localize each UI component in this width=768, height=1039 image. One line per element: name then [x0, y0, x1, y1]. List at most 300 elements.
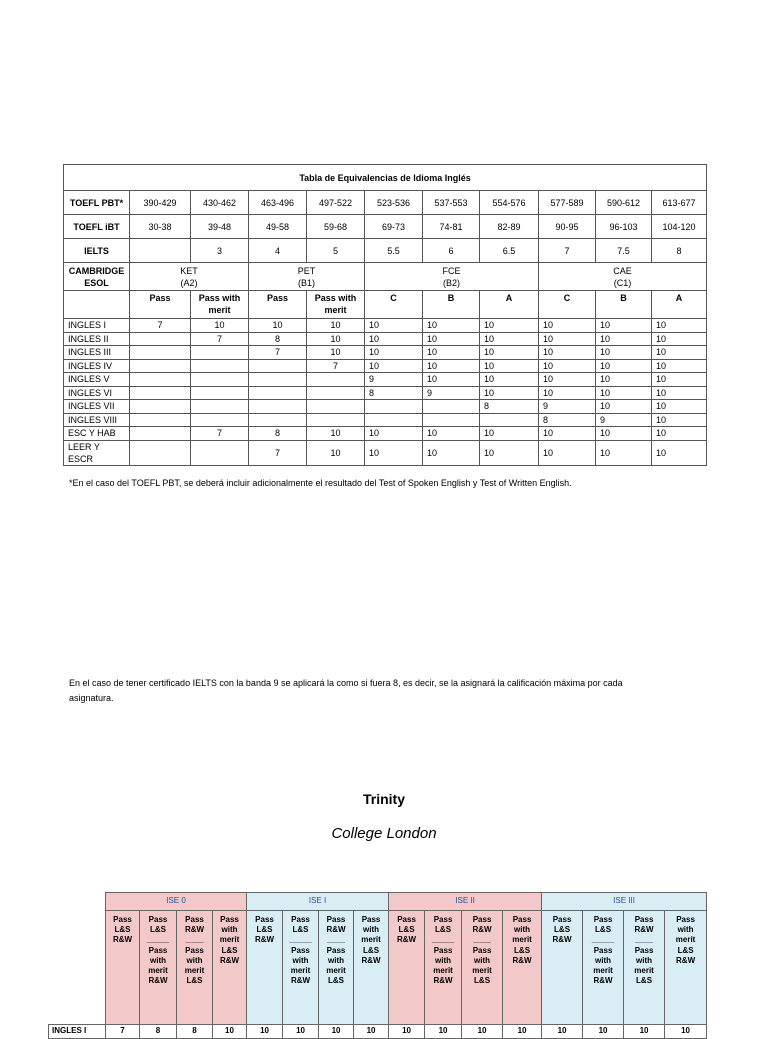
- row-label: INGLES IV: [64, 359, 130, 373]
- subheader-line: L&S: [256, 925, 273, 935]
- cell: 10: [652, 400, 707, 414]
- subheader-line: Pass: [220, 915, 239, 924]
- group-header-ise-ii: ISE II: [389, 893, 542, 911]
- subheader-line: Pass: [512, 915, 532, 924]
- subheader-line: Pass: [291, 915, 310, 924]
- subheader-line: Pass: [593, 945, 613, 955]
- subheader-line: L&S: [514, 945, 531, 955]
- cell: 10: [307, 440, 365, 465]
- group-header-ise-iii: ISE III: [542, 893, 707, 911]
- subheader: A: [652, 291, 707, 319]
- subheader-line: merit: [290, 966, 311, 976]
- subheader: [140, 911, 177, 1025]
- subheader-line: _____: [591, 935, 615, 945]
- table-row: [64, 346, 707, 360]
- subheader-line: Pass: [593, 915, 613, 924]
- cell: 6.5: [480, 239, 539, 263]
- cell: 10: [425, 1025, 462, 1039]
- subheader-line: _____: [431, 935, 455, 945]
- label-line: CAMBRIDGE: [68, 265, 125, 276]
- cell: 96-103: [596, 215, 652, 239]
- subheader-line: Pass: [361, 915, 381, 924]
- cell: 497-522: [307, 191, 365, 215]
- cell: 10: [423, 427, 480, 441]
- row-label: [64, 263, 130, 291]
- cell: 10: [652, 386, 707, 400]
- table-row: [64, 386, 707, 400]
- cell: 523-536: [365, 191, 423, 215]
- cell: 10: [539, 319, 596, 333]
- ielts-note: En el caso de tener certificado IELTS con la banda 9 se aplicará la como si fuera 8, es decir, se la asignará la calificación máxima por cada asignatura.: [69, 678, 623, 703]
- subheader: [106, 911, 140, 1025]
- table-title: Tabla de Equivalencias de Idioma Inglés: [64, 165, 707, 191]
- subheader-line: R&W: [326, 925, 346, 935]
- subheader-line: R&W: [634, 925, 654, 935]
- cell: 10: [596, 359, 652, 373]
- subheader: A: [480, 291, 539, 319]
- cell: 10: [652, 359, 707, 373]
- cell: 10: [665, 1025, 707, 1039]
- row-label: IELTS: [64, 239, 130, 263]
- cell: 10: [596, 373, 652, 387]
- subheader-line: L&S: [292, 925, 309, 935]
- subheader-line: R&W: [290, 976, 311, 986]
- cell: 10: [503, 1025, 542, 1039]
- subheader-line: R&W: [361, 955, 381, 965]
- subheader-line: with: [221, 925, 238, 935]
- cell: 10: [480, 440, 539, 465]
- row-label: INGLES III: [64, 346, 130, 360]
- subheader: C: [365, 291, 423, 319]
- subheader-line: L&S: [677, 945, 694, 955]
- cell: 10: [539, 359, 596, 373]
- cell: 5: [307, 239, 365, 263]
- subheader-line: R&W: [184, 925, 205, 935]
- cell: [249, 359, 307, 373]
- cell: 10: [652, 413, 707, 427]
- cell: [249, 386, 307, 400]
- subheader-line: with: [186, 955, 203, 965]
- row-label: INGLES I: [64, 319, 130, 333]
- subheader-line: R&W: [512, 955, 532, 965]
- subheader-line: Pass: [676, 915, 695, 924]
- subheader: [425, 911, 462, 1025]
- cell: 10: [539, 440, 596, 465]
- trinity-subtitle: College London: [331, 825, 437, 842]
- subheader-line: R&W: [593, 976, 613, 986]
- subheader-line: with: [150, 955, 166, 965]
- cell: [130, 346, 191, 360]
- subheader-line: Pass: [433, 915, 453, 924]
- row-label: INGLES VI: [64, 386, 130, 400]
- subheader-line: R&W: [433, 976, 453, 986]
- cell: 9: [365, 373, 423, 387]
- table-row: [64, 427, 707, 441]
- cell: 7: [130, 319, 191, 333]
- cell: 9: [596, 413, 652, 427]
- group-level: (B2): [442, 277, 460, 288]
- empty-cell: [64, 291, 130, 319]
- cell: [423, 400, 480, 414]
- subheader-line: Pass: [148, 915, 168, 924]
- cell: 7: [191, 332, 249, 346]
- cell: 10: [539, 386, 596, 400]
- subheader-line: merit: [472, 966, 492, 976]
- cell: [249, 373, 307, 387]
- cell: 10: [583, 1025, 624, 1039]
- cell: 10: [307, 427, 365, 441]
- cell: 8: [177, 1025, 213, 1039]
- cell: 8: [539, 413, 596, 427]
- cell: 7: [191, 427, 249, 441]
- toefl-note: *En el caso del TOEFL PBT, se deberá incluir adicionalmente el resultado del Test of Spoken English y Test of Written English.: [69, 478, 572, 488]
- cell: 10: [480, 359, 539, 373]
- subheader: [283, 911, 319, 1025]
- cell: 10: [423, 319, 480, 333]
- cell: [130, 400, 191, 414]
- cell: 10: [652, 373, 707, 387]
- subheader-line: R&W: [254, 935, 275, 945]
- group-name: CAE: [613, 265, 632, 276]
- row-label: INGLES II: [64, 332, 130, 346]
- cell: [365, 400, 423, 414]
- subheader: [247, 911, 283, 1025]
- subheader: C: [539, 291, 596, 319]
- cell: [130, 359, 191, 373]
- cell: 10: [423, 332, 480, 346]
- group-name: PET: [297, 265, 316, 276]
- cell: 4: [249, 239, 307, 263]
- cell: 10: [462, 1025, 503, 1039]
- group-header-ise-i: ISE I: [247, 893, 389, 911]
- cell: 577-589: [539, 191, 596, 215]
- cell: [307, 413, 365, 427]
- cell: 10: [480, 346, 539, 360]
- group-level: (A2): [180, 277, 198, 288]
- table-row: [64, 400, 707, 414]
- cell: 7: [249, 440, 307, 465]
- cell: [191, 359, 249, 373]
- cell: [480, 413, 539, 427]
- subheader-line: ____: [327, 935, 345, 945]
- cell: 590-612: [596, 191, 652, 215]
- group-level: (B1): [297, 277, 315, 288]
- cell: 10: [191, 319, 249, 333]
- subheader-line: with: [292, 955, 309, 965]
- cell: 7: [249, 346, 307, 360]
- cell: 10: [307, 346, 365, 360]
- ise-subheader-row: [49, 911, 707, 1025]
- cell: 10: [423, 373, 480, 387]
- subheader: Pass: [130, 291, 191, 319]
- subheader-line: Pass: [185, 915, 204, 924]
- subheader-line: L&S: [398, 925, 415, 935]
- subheader-line: with: [677, 925, 694, 935]
- cell: 10: [354, 1025, 389, 1039]
- cell: [191, 373, 249, 387]
- cell: 7: [106, 1025, 140, 1039]
- cell: [191, 386, 249, 400]
- cell: [130, 427, 191, 441]
- subheader-line: _____: [289, 935, 312, 945]
- subheader-line: L&S: [221, 945, 238, 955]
- empty-cell: [49, 911, 106, 1025]
- table-row: [64, 359, 707, 373]
- cell: 10: [423, 359, 480, 373]
- group-name: KET: [180, 265, 198, 276]
- cell: [191, 413, 249, 427]
- subheader-line: L&S: [474, 976, 491, 986]
- subheader-line: Pass: [397, 915, 416, 924]
- subheader-line: L&S: [554, 925, 571, 935]
- cell: 390-429: [130, 191, 191, 215]
- subheader-line: Pass: [433, 945, 453, 955]
- cell: 69-73: [365, 215, 423, 239]
- cell: 10: [480, 386, 539, 400]
- cell: 10: [596, 319, 652, 333]
- subheader-line: R&W: [676, 955, 696, 965]
- cell: [130, 413, 191, 427]
- cell: 10: [389, 1025, 425, 1039]
- subheader: [624, 911, 665, 1025]
- subheader-line: L&S: [150, 925, 166, 935]
- cell: 49-58: [249, 215, 307, 239]
- row-label: INGLES VIII: [64, 413, 130, 427]
- cell: 10: [365, 332, 423, 346]
- cell: [307, 373, 365, 387]
- cell: 613-677: [652, 191, 707, 215]
- cell: 10: [596, 440, 652, 465]
- row-label: ESC Y HAB: [64, 427, 130, 441]
- subheader: [177, 911, 213, 1025]
- toefl-pbt-row: [64, 191, 707, 215]
- subheader: B: [596, 291, 652, 319]
- cell: 10: [249, 319, 307, 333]
- subheader-line: R&W: [148, 976, 168, 986]
- cell: 10: [365, 427, 423, 441]
- cell: [423, 413, 480, 427]
- table-row: [64, 332, 707, 346]
- trinity-title: Trinity: [362, 791, 405, 807]
- cell: 10: [652, 332, 707, 346]
- table-row: [64, 319, 707, 333]
- cambridge-subheader-row: [64, 291, 707, 319]
- subheader-line: merit: [634, 966, 654, 976]
- cell: 10: [480, 427, 539, 441]
- subheader-line: L&S: [435, 925, 452, 935]
- cell: 7: [307, 359, 365, 373]
- cell: 9: [539, 400, 596, 414]
- cell: 10: [652, 440, 707, 465]
- subheader: [462, 911, 503, 1025]
- cell: [130, 373, 191, 387]
- cell: 10: [539, 427, 596, 441]
- ise-group-row: [49, 893, 707, 911]
- cambridge-row: [64, 263, 707, 291]
- cell: 6: [423, 239, 480, 263]
- subheader-line: with: [595, 955, 612, 965]
- trinity-table: [48, 892, 707, 1039]
- cell: [130, 386, 191, 400]
- subheader-line: Pass: [326, 945, 346, 955]
- cell: 3: [191, 239, 249, 263]
- subheader-line: _____: [146, 935, 170, 945]
- subheader-line: R&W: [472, 925, 492, 935]
- cell: 537-553: [423, 191, 480, 215]
- subheader-line: Pass: [148, 945, 168, 955]
- cell: 10: [596, 346, 652, 360]
- subheader-line: Pass: [326, 915, 346, 924]
- subheader: Pass with merit: [191, 291, 249, 319]
- cell: 39-48: [191, 215, 249, 239]
- subheader-line: Pass: [185, 945, 204, 955]
- cell: 463-496: [249, 191, 307, 215]
- cell: 30-38: [130, 215, 191, 239]
- subheader-line: Pass: [634, 915, 654, 924]
- subheader-line: Pass: [255, 915, 274, 924]
- cell: 10: [596, 386, 652, 400]
- cell: 10: [596, 400, 652, 414]
- cell: 82-89: [480, 215, 539, 239]
- subheader: [354, 911, 389, 1025]
- cell: 8: [249, 332, 307, 346]
- cell: 59-68: [307, 215, 365, 239]
- subheader-line: merit: [593, 966, 613, 976]
- subheader-line: L&S: [328, 976, 345, 986]
- subheader: [319, 911, 354, 1025]
- cell: 10: [307, 332, 365, 346]
- subheader-line: ____: [635, 935, 653, 945]
- subheader-line: with: [514, 925, 531, 935]
- group-name: FCE: [442, 265, 461, 276]
- cell: 10: [596, 427, 652, 441]
- group-header-ket: [130, 263, 249, 291]
- cell: 10: [247, 1025, 283, 1039]
- subheader-line: ____: [473, 935, 491, 945]
- subheader-line: with: [328, 955, 345, 965]
- subheader-line: merit: [433, 966, 453, 976]
- toefl-ibt-row: [64, 215, 707, 239]
- cell: 10: [213, 1025, 247, 1039]
- cell: 10: [365, 440, 423, 465]
- cell: 10: [480, 332, 539, 346]
- cell: 10: [307, 319, 365, 333]
- subheader-line: merit: [675, 935, 696, 945]
- cell: 7: [539, 239, 596, 263]
- group-header-cae: [539, 263, 707, 291]
- cell: 10: [539, 346, 596, 360]
- cell: 10: [365, 319, 423, 333]
- row-label: LEER Y ESCR: [64, 440, 130, 465]
- cell: 8: [480, 400, 539, 414]
- subheader-line: merit: [361, 935, 381, 945]
- table-row: [64, 373, 707, 387]
- subheader-line: L&S: [114, 925, 131, 935]
- table-row: [49, 1025, 707, 1039]
- cell: 10: [596, 332, 652, 346]
- subheader-line: Pass: [291, 945, 310, 955]
- cell: 554-576: [480, 191, 539, 215]
- subheader-line: R&W: [396, 935, 417, 945]
- subheader: [542, 911, 583, 1025]
- cell: [130, 239, 191, 263]
- subheader-line: L&S: [595, 925, 612, 935]
- subheader-line: merit: [148, 966, 168, 976]
- subheader-line: with: [636, 955, 653, 965]
- cell: 5.5: [365, 239, 423, 263]
- subheader-line: Pass: [634, 945, 654, 955]
- subheader-line: Pass: [113, 915, 132, 924]
- cell: 10: [365, 359, 423, 373]
- table-row: [64, 413, 707, 427]
- equivalence-table: [63, 164, 707, 466]
- subheader-line: ____: [185, 935, 204, 945]
- subheader-line: with: [363, 925, 380, 935]
- cell: 9: [423, 386, 480, 400]
- subheader-line: L&S: [186, 976, 203, 986]
- cell: 10: [480, 319, 539, 333]
- group-header-fce: [365, 263, 539, 291]
- cell: 7.5: [596, 239, 652, 263]
- row-label: TOEFL iBT: [64, 215, 130, 239]
- cell: [191, 400, 249, 414]
- subheader: [503, 911, 542, 1025]
- subheader-line: merit: [512, 935, 532, 945]
- ielts-row: [64, 239, 707, 263]
- subheader: B: [423, 291, 480, 319]
- subheader-line: merit: [219, 935, 240, 945]
- cell: 10: [365, 346, 423, 360]
- subheader: Pass with merit: [307, 291, 365, 319]
- cell: [249, 413, 307, 427]
- cell: [130, 332, 191, 346]
- subheader-line: merit: [184, 966, 205, 976]
- subheader: [213, 911, 247, 1025]
- subheader-line: R&W: [552, 935, 572, 945]
- row-label: INGLES V: [64, 373, 130, 387]
- cell: 104-120: [652, 215, 707, 239]
- empty-cell: [49, 893, 106, 911]
- subheader-line: Pass: [472, 915, 492, 924]
- group-header-pet: [249, 263, 365, 291]
- cell: 430-462: [191, 191, 249, 215]
- cell: 10: [319, 1025, 354, 1039]
- subheader-line: Pass: [552, 915, 572, 924]
- group-header-ise-0: ISE 0: [106, 893, 247, 911]
- subheader: [389, 911, 425, 1025]
- group-level: (C1): [613, 277, 632, 288]
- cell: 10: [283, 1025, 319, 1039]
- cell: [307, 400, 365, 414]
- cell: [191, 346, 249, 360]
- cell: 10: [624, 1025, 665, 1039]
- cell: [130, 440, 191, 465]
- subheader: [665, 911, 707, 1025]
- cell: [249, 400, 307, 414]
- cell: [191, 440, 249, 465]
- cell: 10: [652, 319, 707, 333]
- cell: 8: [249, 427, 307, 441]
- subheader-line: with: [435, 955, 452, 965]
- subheader-line: L&S: [636, 976, 653, 986]
- subheader-line: R&W: [219, 955, 240, 965]
- label-line: ESOL: [84, 277, 109, 288]
- cell: 10: [652, 427, 707, 441]
- cell: 8: [365, 386, 423, 400]
- subheader: Pass: [249, 291, 307, 319]
- row-label: INGLES VII: [64, 400, 130, 414]
- cell: [365, 413, 423, 427]
